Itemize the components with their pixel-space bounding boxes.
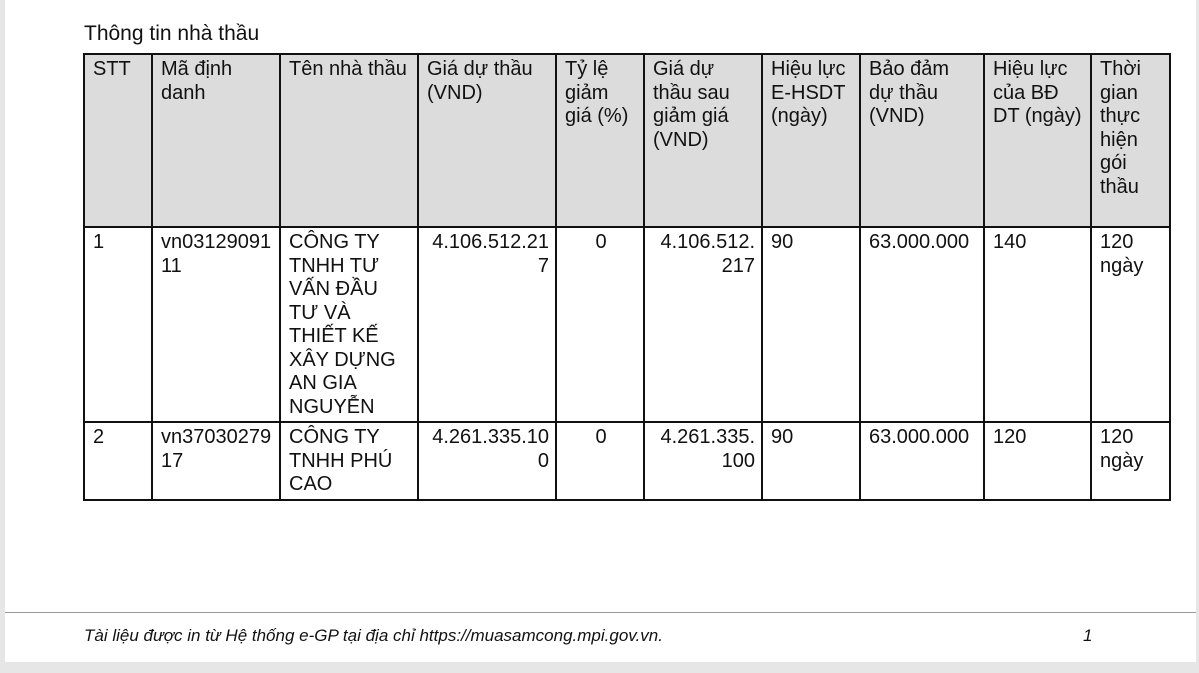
- cell-ty-le-giam-gia: 0: [556, 227, 644, 422]
- cell-ma-dinh-danh: vn3703027917: [152, 422, 280, 500]
- section-title: Thông tin nhà thầu: [84, 22, 260, 45]
- header-bao-dam-du-thau: Bảo đảm dự thầu (VND): [860, 54, 984, 227]
- cell-ma-dinh-danh: vn0312909111: [152, 227, 280, 422]
- table-row: [84, 227, 1170, 422]
- cell-hieu-luc-ehsdt: 90: [762, 422, 860, 500]
- footer-text: Tài liệu được in từ Hệ thống e-GP tại địa chỉ https://muasamcong.mpi.gov.vn.: [84, 626, 663, 645]
- header-stt: STT: [84, 54, 152, 227]
- cell-hieu-luc-ehsdt: 90: [762, 227, 860, 422]
- cell-hieu-luc-bddt: 120: [984, 422, 1091, 500]
- cell-stt: 2: [84, 422, 152, 500]
- header-ty-le-giam-gia: Tỷ lệ giảm giá (%): [556, 54, 644, 227]
- cell-ten-nha-thau: CÔNG TY TNHH PHÚ CAO: [280, 422, 418, 500]
- cell-thoi-gian-thuc-hien: 120 ngày: [1091, 227, 1170, 422]
- cell-gia-du-thau: 4.106.512.217: [418, 227, 556, 422]
- header-hieu-luc-ehsdt: Hiệu lực E-HSDT (ngày): [762, 54, 860, 227]
- header-ma-dinh-danh: Mã định danh: [152, 54, 280, 227]
- cell-thoi-gian-thuc-hien: 120 ngày: [1091, 422, 1170, 500]
- cell-bao-dam-du-thau: 63.000.000: [860, 422, 984, 500]
- header-thoi-gian-thuc-hien: Thời gian thực hiện gói thầu: [1091, 54, 1170, 227]
- header-gia-sau-giam-gia: Giá dự thầu sau giảm giá (VND): [644, 54, 762, 227]
- cell-bao-dam-du-thau: 63.000.000: [860, 227, 984, 422]
- footer-divider: [5, 612, 1196, 613]
- header-hieu-luc-bddt: Hiệu lực của BĐ DT (ngày): [984, 54, 1091, 227]
- header-gia-du-thau: Giá dự thầu (VND): [418, 54, 556, 227]
- bidder-table: [83, 53, 1171, 501]
- cell-ten-nha-thau: CÔNG TY TNHH TƯ VẤN ĐẦU TƯ VÀ THIẾT KẾ XÂY DỰNG AN GIA NGUYỄN: [280, 227, 418, 422]
- header-ten-nha-thau: Tên nhà thầu: [280, 54, 418, 227]
- cell-ty-le-giam-gia: 0: [556, 422, 644, 500]
- page-number: 1: [1083, 626, 1093, 645]
- document-page: [5, 0, 1196, 662]
- cell-stt: 1: [84, 227, 152, 422]
- table-row: [84, 422, 1170, 500]
- table-header-row: [84, 54, 1170, 227]
- cell-gia-sau-giam-gia: 4.261.335.100: [644, 422, 762, 500]
- cell-gia-du-thau: 4.261.335.100: [418, 422, 556, 500]
- cell-gia-sau-giam-gia: 4.106.512.217: [644, 227, 762, 422]
- cell-hieu-luc-bddt: 140: [984, 227, 1091, 422]
